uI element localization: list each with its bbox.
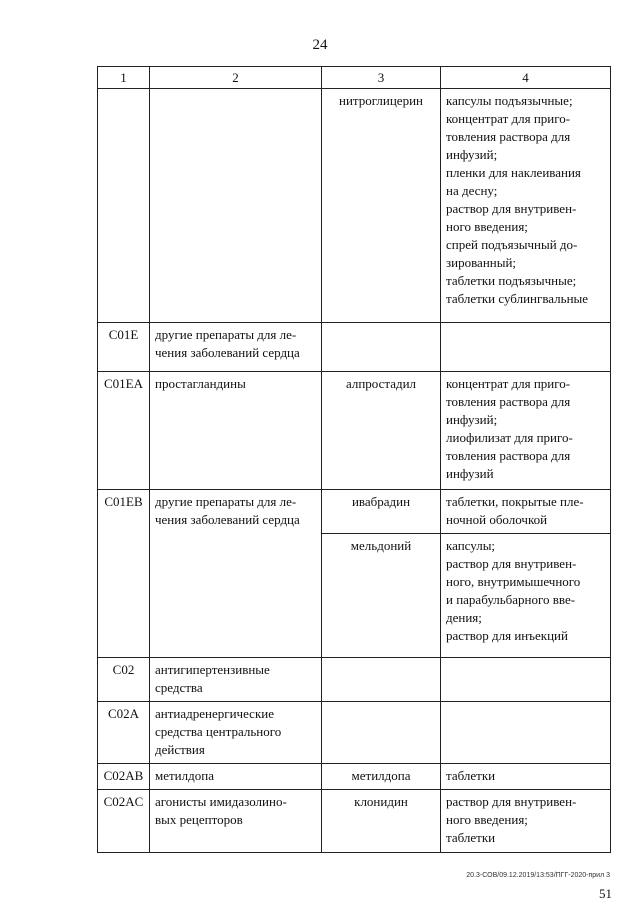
dosage-forms [441,790,611,853]
atc-code: C02 [98,658,150,702]
dosage-form-line: товления раствора для [446,129,571,144]
header-col-1: 1 [98,67,150,89]
page-number: 24 [312,37,328,53]
dosage-form-line: спрей подъязычный до- [446,237,578,252]
dosage-form-line: таблетки сублингвальные [446,291,589,306]
table-row [98,323,611,372]
group-name [150,790,322,853]
inn-name: нитроглицерин [322,89,441,323]
group-name-line: метилдопа [155,768,214,783]
dosage-form-line: раствор для внутривен- [446,556,577,571]
dosage-form-line: концентрат для приго- [446,111,571,126]
dosage-form-line: таблетки, покрытые пле- [446,494,584,509]
atc-code: C01E [98,323,150,372]
footer-page-number: 51 [599,886,612,901]
group-name [150,372,322,490]
document-stamp: 20.3-СОВ/09.12.2019/13:53/ПГГ-2020-прил 3 [466,872,610,879]
group-name [150,764,322,790]
atc-code: C01EB [98,490,150,658]
dosage-form-line: дения; [446,610,482,625]
dosage-form-line: ного, внутримышечного [446,574,581,589]
dosage-forms [441,534,611,658]
group-name-line: средства центрального [155,724,282,739]
atc-code: C01EA [98,372,150,490]
dosage-form-line: раствор для внутривен- [446,794,577,809]
header-col-3: 3 [322,67,441,89]
atc-code: C02A [98,702,150,764]
group-name-line: другие препараты для ле- [155,327,297,342]
inn-name [322,702,441,764]
group-name-line: чения заболеваний сердца [155,512,300,527]
group-name [150,89,322,323]
dosage-forms [441,764,611,790]
inn-name [322,323,441,372]
dosage-form-line: таблетки подъязычные; [446,273,577,288]
group-name-line: антигипертензивные [155,662,270,677]
dosage-form-line: пленки для наклеивания [446,165,581,180]
dosage-form-line: инфузий [446,466,494,481]
group-name [150,658,322,702]
table-row [98,89,611,323]
group-name-line: другие препараты для ле- [155,494,297,509]
dosage-form-line: товления раствора для [446,394,571,409]
dosage-form-line: на десну; [446,183,498,198]
table-header-row [98,67,611,89]
dosage-forms [441,89,611,323]
dosage-form-line: ного введения; [446,812,528,827]
group-name-line: простагландины [155,376,246,391]
group-name [150,323,322,372]
drug-table [97,66,611,853]
inn-name: мельдоний [322,534,441,658]
table-row [98,490,611,534]
group-name-line: средства [155,680,203,695]
group-name [150,702,322,764]
dosage-forms [441,323,611,372]
dosage-form-line: лиофилизат для приго- [446,430,573,445]
dosage-forms [441,702,611,764]
group-name [150,490,322,658]
inn-name: алпростадил [322,372,441,490]
dosage-form-line: капсулы подъязычные; [446,93,573,108]
dosage-form-line: инфузий; [446,147,498,162]
dosage-form-line: ного введения; [446,219,528,234]
dosage-forms [441,372,611,490]
dosage-form-line: капсулы; [446,538,496,553]
group-name-line: вых рецепторов [155,812,243,827]
group-name-line: чения заболеваний сердца [155,345,300,360]
dosage-forms [441,490,611,534]
group-name-line: действия [155,742,205,757]
dosage-form-line: раствор для инъекций [446,628,568,643]
dosage-form-line: товления раствора для [446,448,571,463]
atc-code [98,89,150,323]
inn-name: клонидин [322,790,441,853]
dosage-form-line: и парабульбарного вве- [446,592,576,607]
dosage-forms [441,658,611,702]
table-row [98,702,611,764]
atc-code: C02AC [98,790,150,853]
header-col-4: 4 [441,67,611,89]
table-row [98,764,611,790]
dosage-form-line: зированный; [446,255,517,270]
header-col-2: 2 [150,67,322,89]
dosage-form-line: ночной оболочкой [446,512,548,527]
dosage-form-line: таблетки [446,830,496,845]
dosage-form-line: таблетки [446,768,496,783]
table-row [98,372,611,490]
group-name-line: антиадренергические [155,706,274,721]
inn-name [322,658,441,702]
inn-name: ивабрадин [322,490,441,534]
inn-name: метилдопа [322,764,441,790]
dosage-form-line: раствор для внутривен- [446,201,577,216]
table-row [98,790,611,853]
group-name-line: агонисты имидазолино- [155,794,287,809]
table-row [98,658,611,702]
dosage-form-line: концентрат для приго- [446,376,571,391]
dosage-form-line: инфузий; [446,412,498,427]
atc-code: C02AB [98,764,150,790]
